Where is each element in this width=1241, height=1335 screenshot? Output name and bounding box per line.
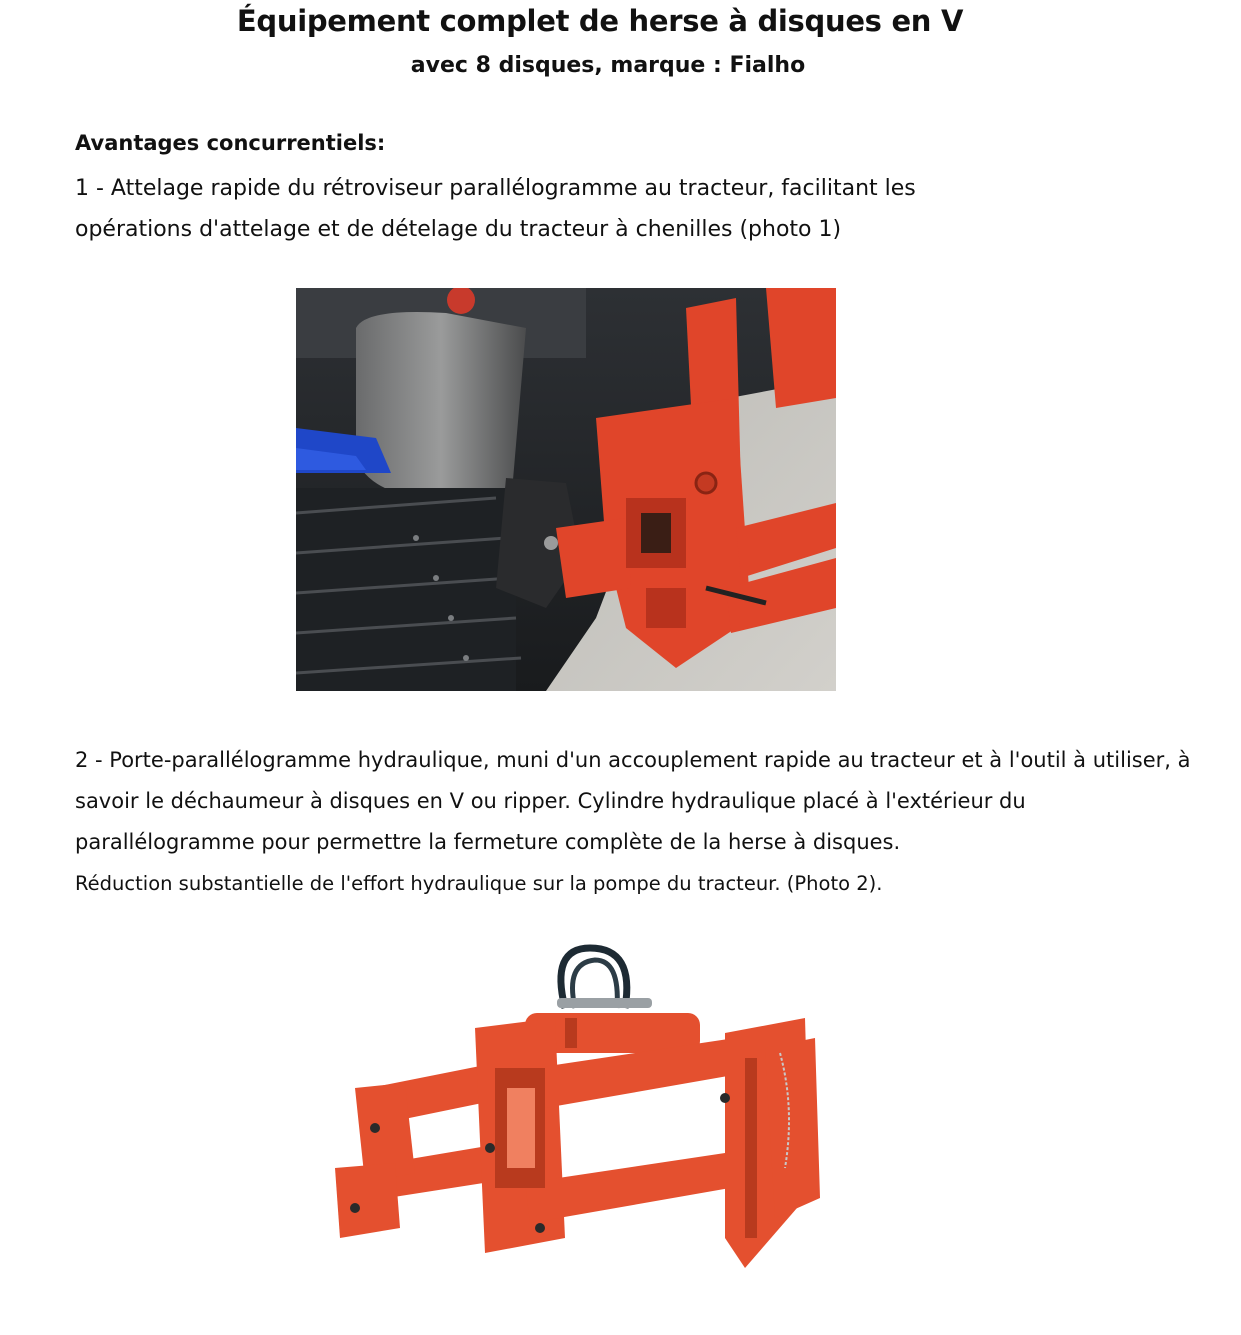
advantage-1	[75, 168, 975, 250]
advantage-2-line-2: savoir le déchaumeur à disques en V ou ripper. Cylindre hydraulique placé à l'extérieur du	[75, 789, 1026, 813]
photo-2-parallelogram-image	[325, 938, 820, 1283]
advantage-2	[75, 740, 1191, 904]
section-heading: Avantages concurrentiels:	[75, 131, 386, 155]
advantage-2-line-3: parallélogramme pour permettre la fermeture complète de la herse à disques.	[75, 830, 901, 854]
advantage-1-line-1: 1 - Attelage rapide du rétroviseur parallélogramme au tracteur, facilitant les	[75, 176, 916, 201]
photo-1-hitch-image	[296, 288, 836, 691]
advantage-2-line-4: Réduction substantielle de l'effort hydraulique sur la pompe du tracteur. (Photo 2).	[75, 872, 883, 895]
advantage-2-line-1: 2 - Porte-parallélogramme hydraulique, muni d'un accouplement rapide au tracteur et à l'outil à utiliser, à	[75, 748, 1191, 772]
page-title: Équipement complet de herse à disques en V	[236, 4, 964, 38]
page-subtitle: avec 8 disques, marque : Fialho	[410, 53, 806, 78]
advantage-1-line-2: opérations d'attelage et de dételage du tracteur à chenilles (photo 1)	[75, 217, 842, 242]
